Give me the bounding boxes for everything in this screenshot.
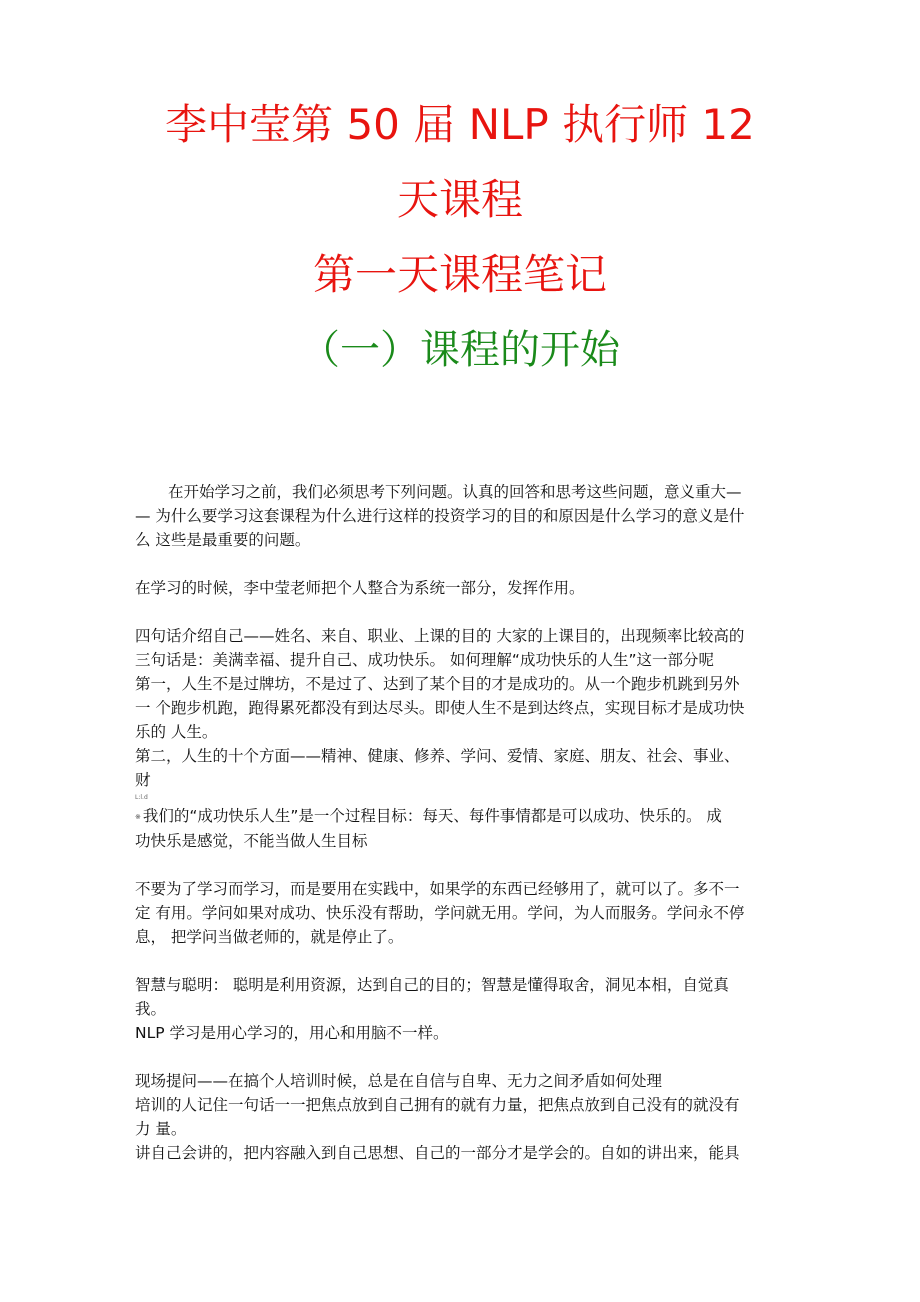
paragraph-line: 一 个跑步机跑，跑得累死都没有到达尽头。即使人生不是到达终点，实现目标才是成功快 xyxy=(135,699,745,717)
paragraph-line: 四句话介绍自己——姓名、来自、职业、上课的目的 大家的上课目的，出现频率比较高的 xyxy=(135,627,745,645)
document-body xyxy=(135,480,795,1165)
paragraph-line: 财 xyxy=(135,771,151,789)
paragraph-line: 么 这些是最重要的问题。 xyxy=(135,531,311,549)
paragraph-line: 培训的人记住一句话一一把焦点放到自己拥有的就有力量，把焦点放到自己没有的就没有 xyxy=(135,1095,740,1114)
paragraph-line: — 为什么要学习这套课程为什么进行这样的投资学习的目的和原因是什么学习的意义是什 xyxy=(135,507,745,525)
paragraph-line: 第二，人生的十个方面——精神、健康、修养、学问、爱情、家庭、朋友、社会、事业、 xyxy=(135,747,740,765)
paragraph-line: 定 有用。学问如果对成功、快乐没有帮助，学问就无用。学问，为人而服务。学问永不停 xyxy=(135,903,745,922)
paragraph-line: 讲自己会讲的，把内容融入到自己思想、自己的一部分才是学会的。自如的讲出来，能具 xyxy=(135,1143,740,1162)
paragraph-line: NLP 学习是用心学习的，用心和用脑不一样。 xyxy=(135,1023,449,1042)
paragraph-line: 第一，人生不是过牌坊，不是过了、达到了某个目的才是成功的。从一个跑步机跳到另外 xyxy=(135,675,740,693)
paragraph-line: 我。 xyxy=(135,999,167,1018)
paragraph-line: 乐的 人生。 xyxy=(135,723,218,741)
document-title-line-1: 李中莹第 50 届 NLP 执行师 12 xyxy=(165,100,755,149)
bullet-mark: ※ xyxy=(135,812,141,821)
paragraph-line: 功快乐是感觉，不能当做人生目标 xyxy=(135,831,368,850)
document-title-line-2: 天课程 xyxy=(396,175,523,224)
paragraph-line: 力 量。 xyxy=(135,1119,187,1138)
paragraph-line xyxy=(135,804,795,829)
document-subtitle: 第一天课程笔记 xyxy=(312,250,607,299)
section-heading: （一）课程的开始 xyxy=(300,327,620,373)
paragraph-line: 智慧与聪明： 聪明是利用资源，达到自己的目的；智慧是懂得取舍，洞见本相，自觉真 xyxy=(135,975,729,994)
tiny-mark: L:l.d xyxy=(135,794,148,801)
paragraph-line: 不要为了学习而学习，而是要用在实践中，如果学的东西已经够用了，就可以了。多不一 xyxy=(135,879,740,898)
paragraph-text: 我们的“成功快乐人生”是一个过程目标：每天、每件事情都是可以成功、快乐的。 成 xyxy=(142,807,722,825)
paragraph-line: 在学习的时候，李中莹老师把个人整合为系统一部分，发挥作用。 xyxy=(135,579,585,597)
paragraph-line: 息， 把学问当做老师的，就是停止了。 xyxy=(135,927,404,946)
paragraph-line: 现场提问——在搞个人培训时候，总是在自信与自卑、无力之间矛盾如何处理 xyxy=(135,1071,663,1090)
paragraph-line: 在开始学习之前，我们必须思考下列问题。认真的回答和思考这些问题，意义重大— xyxy=(168,483,742,501)
paragraph-line: 三句话是：美满幸福、提升自己、成功快乐。 如何理解“成功快乐的人生”这一部分呢 xyxy=(135,651,714,669)
